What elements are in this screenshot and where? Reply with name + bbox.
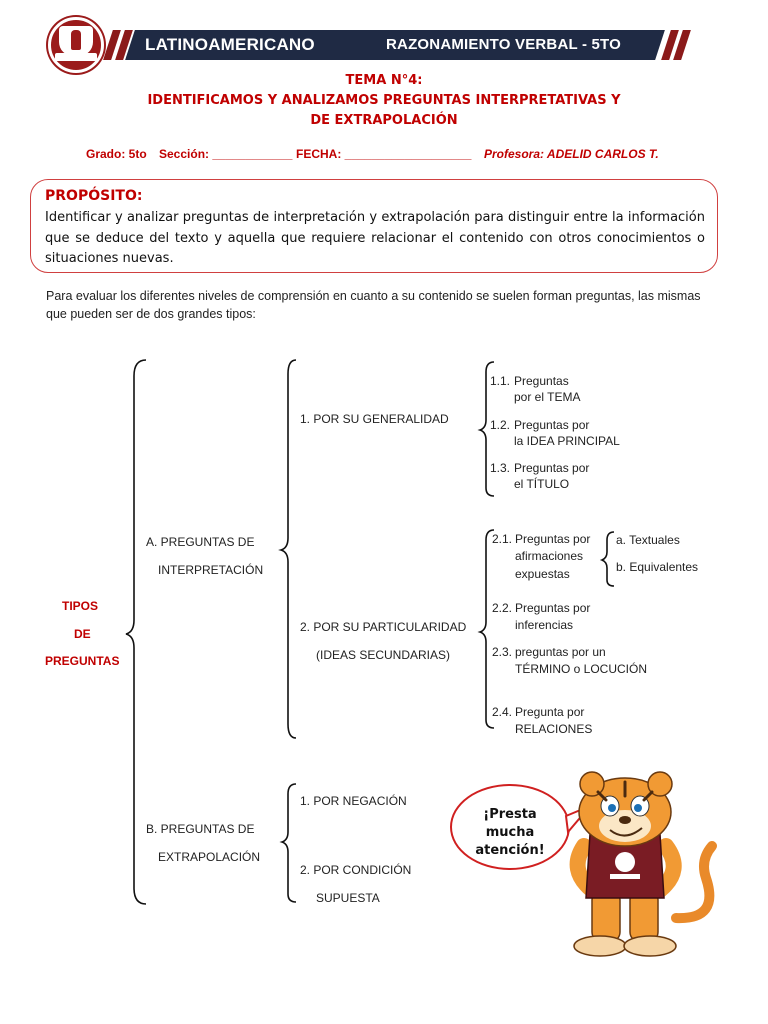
fecha-field: FECHA: ___________________ bbox=[296, 147, 472, 161]
a2-label-line1: 2. POR SU PARTICULARIDAD bbox=[300, 620, 467, 634]
root-label-2: DE bbox=[74, 627, 91, 641]
type-a-line2: INTERPRETACIÓN bbox=[158, 563, 264, 577]
g12-number: 1.2. bbox=[490, 418, 511, 432]
g11-number: 1.1. bbox=[490, 374, 511, 388]
p22-line1: Preguntas por bbox=[515, 601, 591, 615]
grado-field: Grado: 5to bbox=[86, 147, 147, 161]
p22-line2: inferencias bbox=[515, 618, 574, 632]
purpose-title: PROPÓSITO: bbox=[45, 188, 143, 204]
p21-option-b: b. Equivalentes bbox=[616, 560, 699, 574]
p23-number: 2.3. bbox=[492, 645, 513, 659]
p21-line3: expuestas bbox=[515, 567, 570, 581]
root-label-3: PREGUNTAS bbox=[45, 654, 120, 668]
g11-line1: Preguntas bbox=[514, 374, 569, 388]
type-b-line1: B. PREGUNTAS DE bbox=[146, 822, 255, 836]
type-b-line2: EXTRAPOLACIÓN bbox=[158, 850, 261, 864]
p23-line2: TÉRMINO o LOCUCIÓN bbox=[515, 662, 648, 676]
topic-title-line2: DE EXTRAPOLACIÓN bbox=[310, 113, 458, 128]
seccion-field: Sección: ____________ bbox=[159, 147, 293, 161]
g13-line2: el TÍTULO bbox=[514, 477, 570, 491]
root-label-1: TIPOS bbox=[62, 599, 99, 613]
g13-number: 1.3. bbox=[490, 461, 511, 475]
p24-line1: Pregunta por bbox=[515, 705, 585, 719]
school-name: LATINOAMERICANO bbox=[145, 35, 315, 54]
p21-number: 2.1. bbox=[492, 532, 513, 546]
purpose-text: Identificar y analizar preguntas de interpretación y extrapolación para distinguir entre la información que se deduce del texto y aquella que requiere relacionar el contenido con otros conocimientos o situaciones nuevas. bbox=[45, 210, 705, 266]
profesora-field: Profesora: ADELID CARLOS T. bbox=[484, 147, 659, 161]
a2-label-line2: (IDEAS SECUNDARIAS) bbox=[316, 648, 451, 662]
a1-label: 1. POR SU GENERALIDAD bbox=[300, 412, 449, 426]
b1-label: 1. POR NEGACIÓN bbox=[300, 794, 407, 808]
bubble-line3: atención! bbox=[475, 843, 545, 858]
p24-line2: RELACIONES bbox=[515, 722, 593, 736]
g13-line1: Preguntas por bbox=[514, 461, 590, 475]
course-name: RAZONAMIENTO VERBAL - 5TO bbox=[386, 36, 622, 53]
g12-line2: la IDEA PRINCIPAL bbox=[514, 434, 620, 448]
p21-line1: Preguntas por bbox=[515, 532, 591, 546]
g11-line2: por el TEMA bbox=[514, 390, 581, 404]
b2-label-line1: 2. POR CONDICIÓN bbox=[300, 863, 412, 877]
type-a-line1: A. PREGUNTAS DE bbox=[146, 535, 255, 549]
p24-number: 2.4. bbox=[492, 705, 513, 719]
p21-option-a: a. Textuales bbox=[616, 533, 680, 547]
p21-line2: afirmaciones bbox=[515, 549, 584, 563]
p22-number: 2.2. bbox=[492, 601, 513, 615]
b2-label-line2: SUPUESTA bbox=[316, 891, 380, 905]
bubble-line2: mucha bbox=[485, 825, 535, 840]
bubble-line1: ¡Presta bbox=[483, 807, 537, 822]
g12-line1: Preguntas por bbox=[514, 418, 590, 432]
topic-number: TEMA N°4: bbox=[345, 73, 423, 88]
topic-title-line1: IDENTIFICAMOS Y ANALIZAMOS PREGUNTAS INTERPRETATIVAS Y bbox=[147, 93, 621, 108]
intro-paragraph: Para evaluar los diferentes niveles de comprensión en cuanto a su contenido se suelen forman preguntas, las mismas que pueden ser de dos grandes tipos: bbox=[46, 289, 701, 321]
p23-line1: preguntas por un bbox=[515, 645, 606, 659]
